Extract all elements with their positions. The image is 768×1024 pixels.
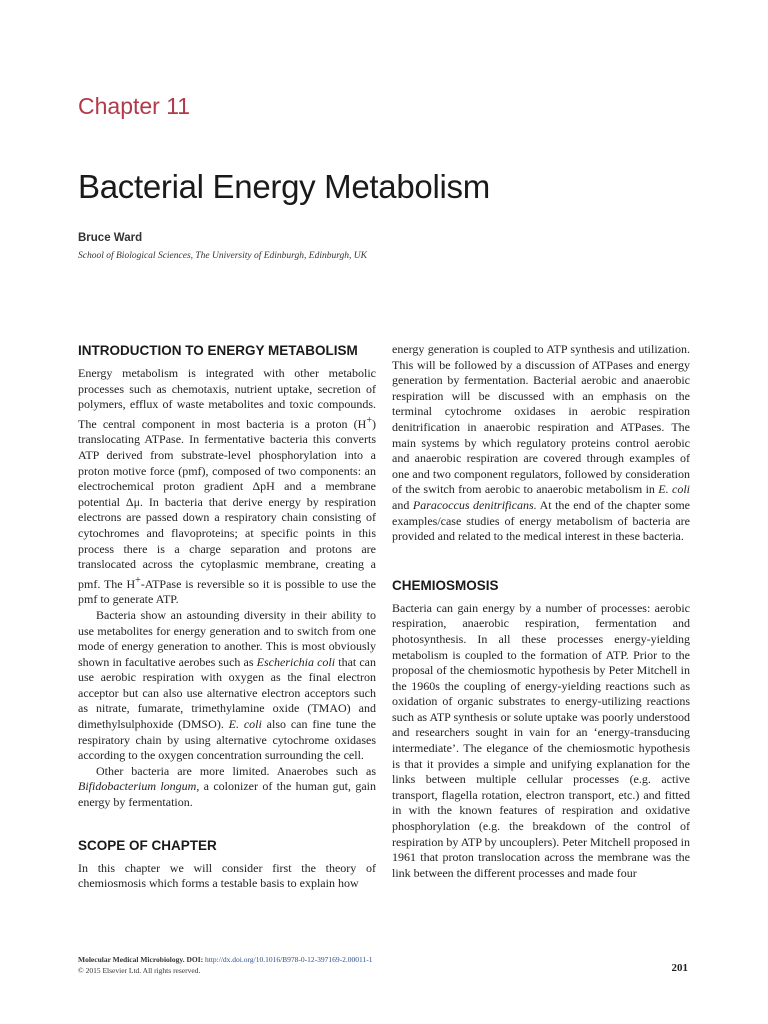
doi-link[interactable]: http://dx.doi.org/10.1016/B978-0-12-397169-2.00011-1 [205,955,373,964]
citation-line: Molecular Medical Microbiology. DOI: http://dx.doi.org/10.1016/B978-0-12-397169-2.00011-1 [78,955,373,964]
intro-paragraph-2: Bacteria show an astounding diversity in their ability to use metabolites for energy generation and to switch from one mode of energy generation to another. This is most obviously shown in facultative aerobes such as Escherichia coli that can use aerobic respiration with oxygen as the final electron acceptor but can also use alternative electron acceptors such as nitrate, fumarate, trimethylamine oxide (TMAO) and dimethylsulphoxide (DMSO). E. coli also can fine tune the respiratory chain by using alternative cytochrome oxidases according to the oxygen concentration surrounding the cell. [78,607,376,763]
chapter-title: Bacterial Energy Metabolism [78,168,490,205]
intro-paragraph-1: Energy metabolism is integrated with other metabolic processes such as chemotaxis, nutrient uptake, secretion of polymers, efflux of waste metabolites and toxic compounds. The central component in most bacteria is a proton (H+) translocating ATPase. In fermentative bacteria this converts ATP derived from substrate-level phosphorylation into a proton motive force (pmf), composed of two components: an electrochemical proton gradient ΔpH and a membrane potential Δμ. In bacteria that derive energy by respiration electrons are passed down a respiratory chain consisting of cytochromes and flavoproteins; at specific points in this process there is a charge separation and protons are translocated across the cytoplasmic membrane, creating a pmf. The H+-ATPase is reversible so it is possible to use the pmf to generate ATP. [78,366,376,607]
right-column [392,342,690,881]
left-column [78,342,376,892]
intro-paragraph-3: Other bacteria are more limited. Anaerobes such as Bifidobacterium longum, a colonizer of the human gut, gain energy by fermentation. [78,763,376,810]
author-affiliation: School of Biological Sciences, The University of Edinburgh, Edinburgh, UK [78,251,368,261]
scope-heading: SCOPE OF CHAPTER [78,837,217,853]
intro-heading: INTRODUCTION TO ENERGY METABOLISM [78,343,358,358]
page-footer [78,954,688,976]
scope-paragraph-continued: energy generation is coupled to ATP synthesis and utilization. This will be followed by a discussion of ATPases and energy generation by fermentation. Bacterial aerobic and anaerobic respiration will be discussed with an emphasis on the terminal cytochrome oxidases in aerobic respiration denitrification in anaerobic respiration and ATPases. The main systems by which regulatory proteins control aerobic and anaerobic respiration are covered through examples of one and two component regulators, followed by consideration of the switch from aerobic to anaerobic metabolism in E. coli and Paracoccus denitrificans. At the end of the chapter some examples/case studies of energy metabolism of bacteria are provided and related to the medical interest in these bacteria. [392,342,691,544]
copyright-notice: © 2015 Elsevier Ltd. All rights reserved. [78,966,201,975]
chapter-label: Chapter 11 [78,93,191,119]
chemiosmosis-paragraph: Bacteria can gain energy by a number of processes: aerobic respiration, anaerobic respiration, fermentation and photosynthesis. In all these processes energy-yielding metabolism is coupled to the formation of ATP. Prior to the proposal of the chemiosmotic hypothesis by Peter Mitchell in the 1960s the coupling of energy-yielding reactions such as oxidation of organic substrates to energy-utilizing reactions such as ATP synthesis or solute uptake was poorly understood and researchers sought in vain for an ‘energy-transducing intermediate’. The elegance of the chemiosmotic hypothesis is that it provides a simple and unifying explanation for the links between multiple cellular processes (e.g. active transport, flagella rotation, electron transport, etc.) and fitted in with the known features of respiration and oxidative phosphorylation (e.g. the breakdown of the control of respiration by ATP by uncouplers). Peter Mitchell proposed in 1961 that proton translocation across the membrane was the link between the different processes and made four [392,600,690,880]
page-number: 201 [671,962,688,974]
author-name: Bruce Ward [78,232,143,244]
chemiosmosis-heading: CHEMIOSMOSIS [392,577,499,593]
scope-paragraph-start: In this chapter we will consider first the theory of chemiosmosis which forms a testable basis to explain how [78,860,376,891]
